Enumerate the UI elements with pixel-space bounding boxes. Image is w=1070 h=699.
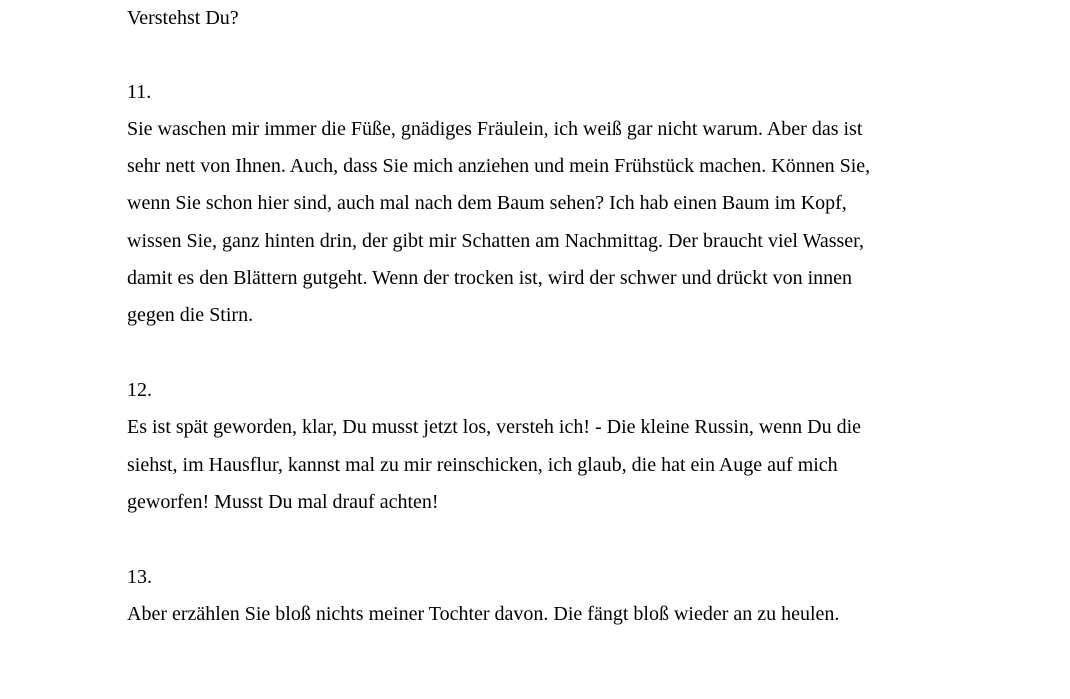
paragraph-line: Sie waschen mir immer die Füße, gnädiges Fräulein, ich weiß gar nicht warum. Aber das ist [127,118,863,140]
paragraph-line: sehr nett von Ihnen. Auch, dass Sie mich anziehen und mein Frühstück machen. Können Sie, [127,155,871,177]
section-number-11: 11. [127,81,152,103]
paragraph-line: geworfen! Musst Du mal drauf achten! [127,491,439,513]
paragraph-line: wissen Sie, ganz hinten drin, der gibt mir Schatten am Nachmittag. Der braucht viel Wasser, [127,230,865,252]
paragraph-line: Aber erzählen Sie bloß nichts meiner Tochter davon. Die fängt bloß wieder an zu heulen. [127,603,840,625]
paragraph-line: Es ist spät geworden, klar, Du musst jetzt los, versteh ich! - Die kleine Russin, wenn Du die [127,416,862,438]
paragraph-line: wenn Sie schon hier sind, auch mal nach dem Baum sehen? Ich hab einen Baum im Kopf, [127,192,847,214]
paragraph-line: siehst, im Hausflur, kannst mal zu mir reinschicken, ich glaub, die hat ein Auge auf mich [127,454,838,476]
paragraph-line: gegen die Stirn. [127,304,254,326]
paragraph-line: damit es den Blättern gutgeht. Wenn der trocken ist, wird der schwer und drückt von innen [127,267,853,289]
section-number-12: 12. [127,379,152,401]
intro-line: Verstehst Du? [127,7,239,29]
section-number-13: 13. [127,566,152,588]
